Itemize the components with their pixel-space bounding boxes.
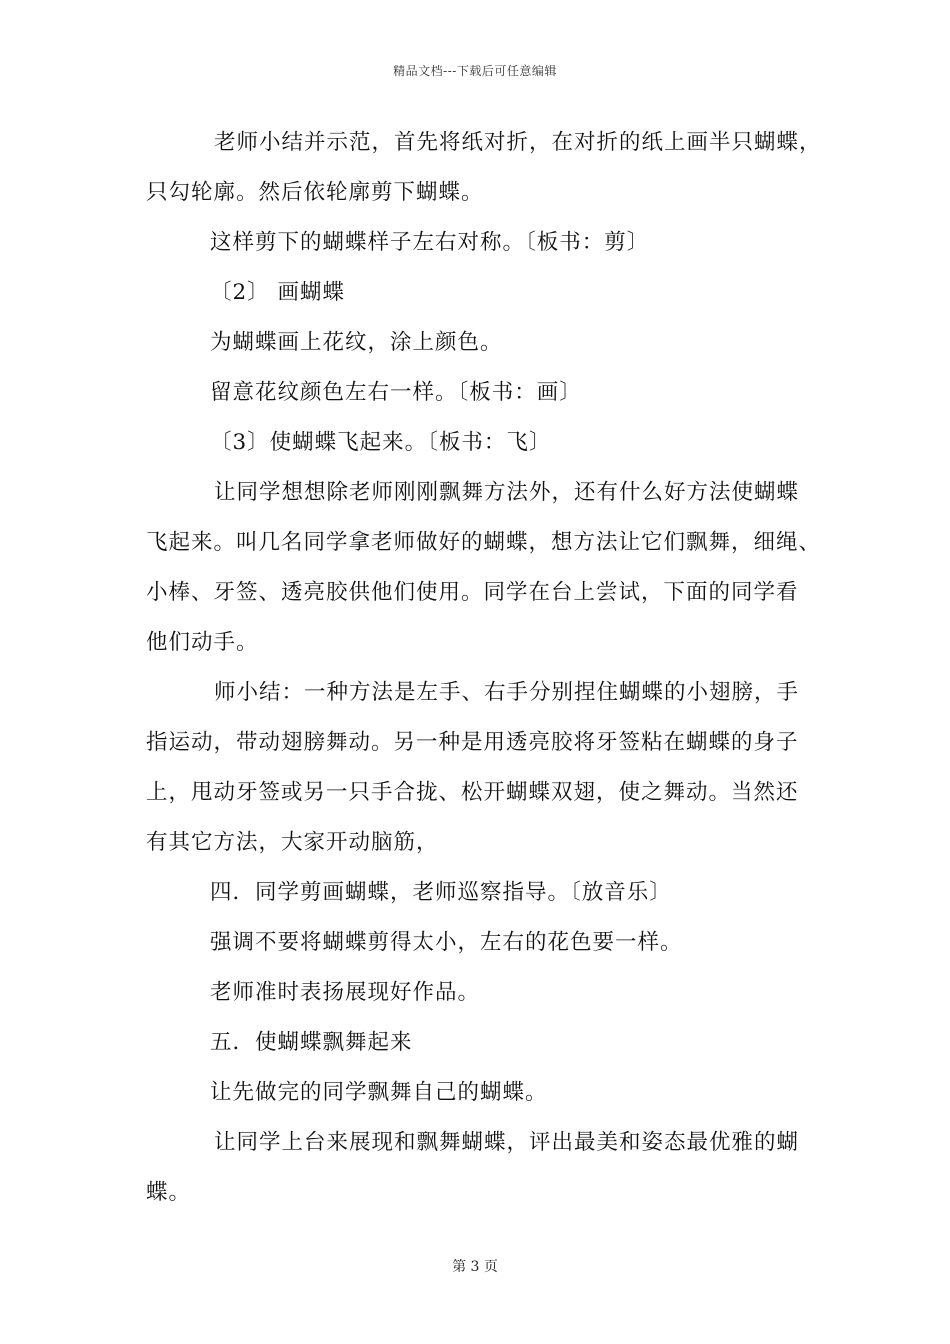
section-heading: 四．同学剪画蝴蝶，老师巡察指导。〔放音乐〕 <box>210 880 672 905</box>
paragraph-line: 飞起来。叫几名同学拿老师做好的蝴蝶，想方法让它们飘舞，细绳、 <box>146 530 822 555</box>
paragraph-line: 让同学想想除老师刚刚飘舞方法外，还有什么好方法使蝴蝶 <box>214 480 800 505</box>
section-heading: 五．使蝴蝶飘舞起来 <box>210 1030 413 1055</box>
paragraph-line: 蝶。 <box>146 1180 192 1205</box>
paragraph-line: 老师小结并示范，首先将纸对折，在对折的纸上画半只蝴蝶， <box>214 130 822 155</box>
paragraph-line: 他们动手。 <box>146 630 259 655</box>
paragraph-line: 强调不要将蝴蝶剪得太小，左右的花色要一样。 <box>210 930 683 955</box>
paragraph-line: 让同学上台来展现和飘舞蝴蝶，评出最美和姿态最优雅的蝴 <box>214 1130 800 1155</box>
paragraph-line: 让先做完的同学飘舞自己的蝴蝶。 <box>210 1080 548 1105</box>
paragraph-line: 老师准时表扬展现好作品。 <box>210 980 481 1005</box>
paragraph-line: 师小结：一种方法是左手、右手分别捏住蝴蝶的小翅膀，手 <box>214 680 800 705</box>
paragraph-line: 留意花纹颜色左右一样。〔板书：画〕 <box>210 380 582 405</box>
page-header: 精品文档---下载后可任意编辑 <box>393 64 557 78</box>
paragraph-line: 上，甩动牙签或另一只手合拢、松开蝴蝶双翅，使之舞动。当然还 <box>146 780 799 805</box>
paragraph-line: 只勾轮廓。然后依轮廓剪下蝴蝶。 <box>146 180 484 205</box>
paragraph-line: 这样剪下的蝴蝶样子左右对称。〔板书：剪〕 <box>210 230 650 255</box>
paragraph-line: 小棒、牙签、透亮胶供他们使用。同学在台上尝试，下面的同学看 <box>146 580 799 605</box>
paragraph-line: 有其它方法，大家开动脑筋， <box>146 830 439 855</box>
page-number: 第 3 页 <box>452 1259 498 1275</box>
paragraph-line: 为蝴蝶画上花纹，涂上颜色。 <box>210 330 503 355</box>
paragraph-line: 指运动，带动翅膀舞动。另一种是用透亮胶将牙签粘在蝴蝶的身子 <box>146 730 799 755</box>
section-heading: 〔2〕 画蝴蝶 <box>210 280 346 305</box>
section-heading: 〔3〕使蝴蝶飞起来。〔板书：飞〕 <box>210 430 552 455</box>
